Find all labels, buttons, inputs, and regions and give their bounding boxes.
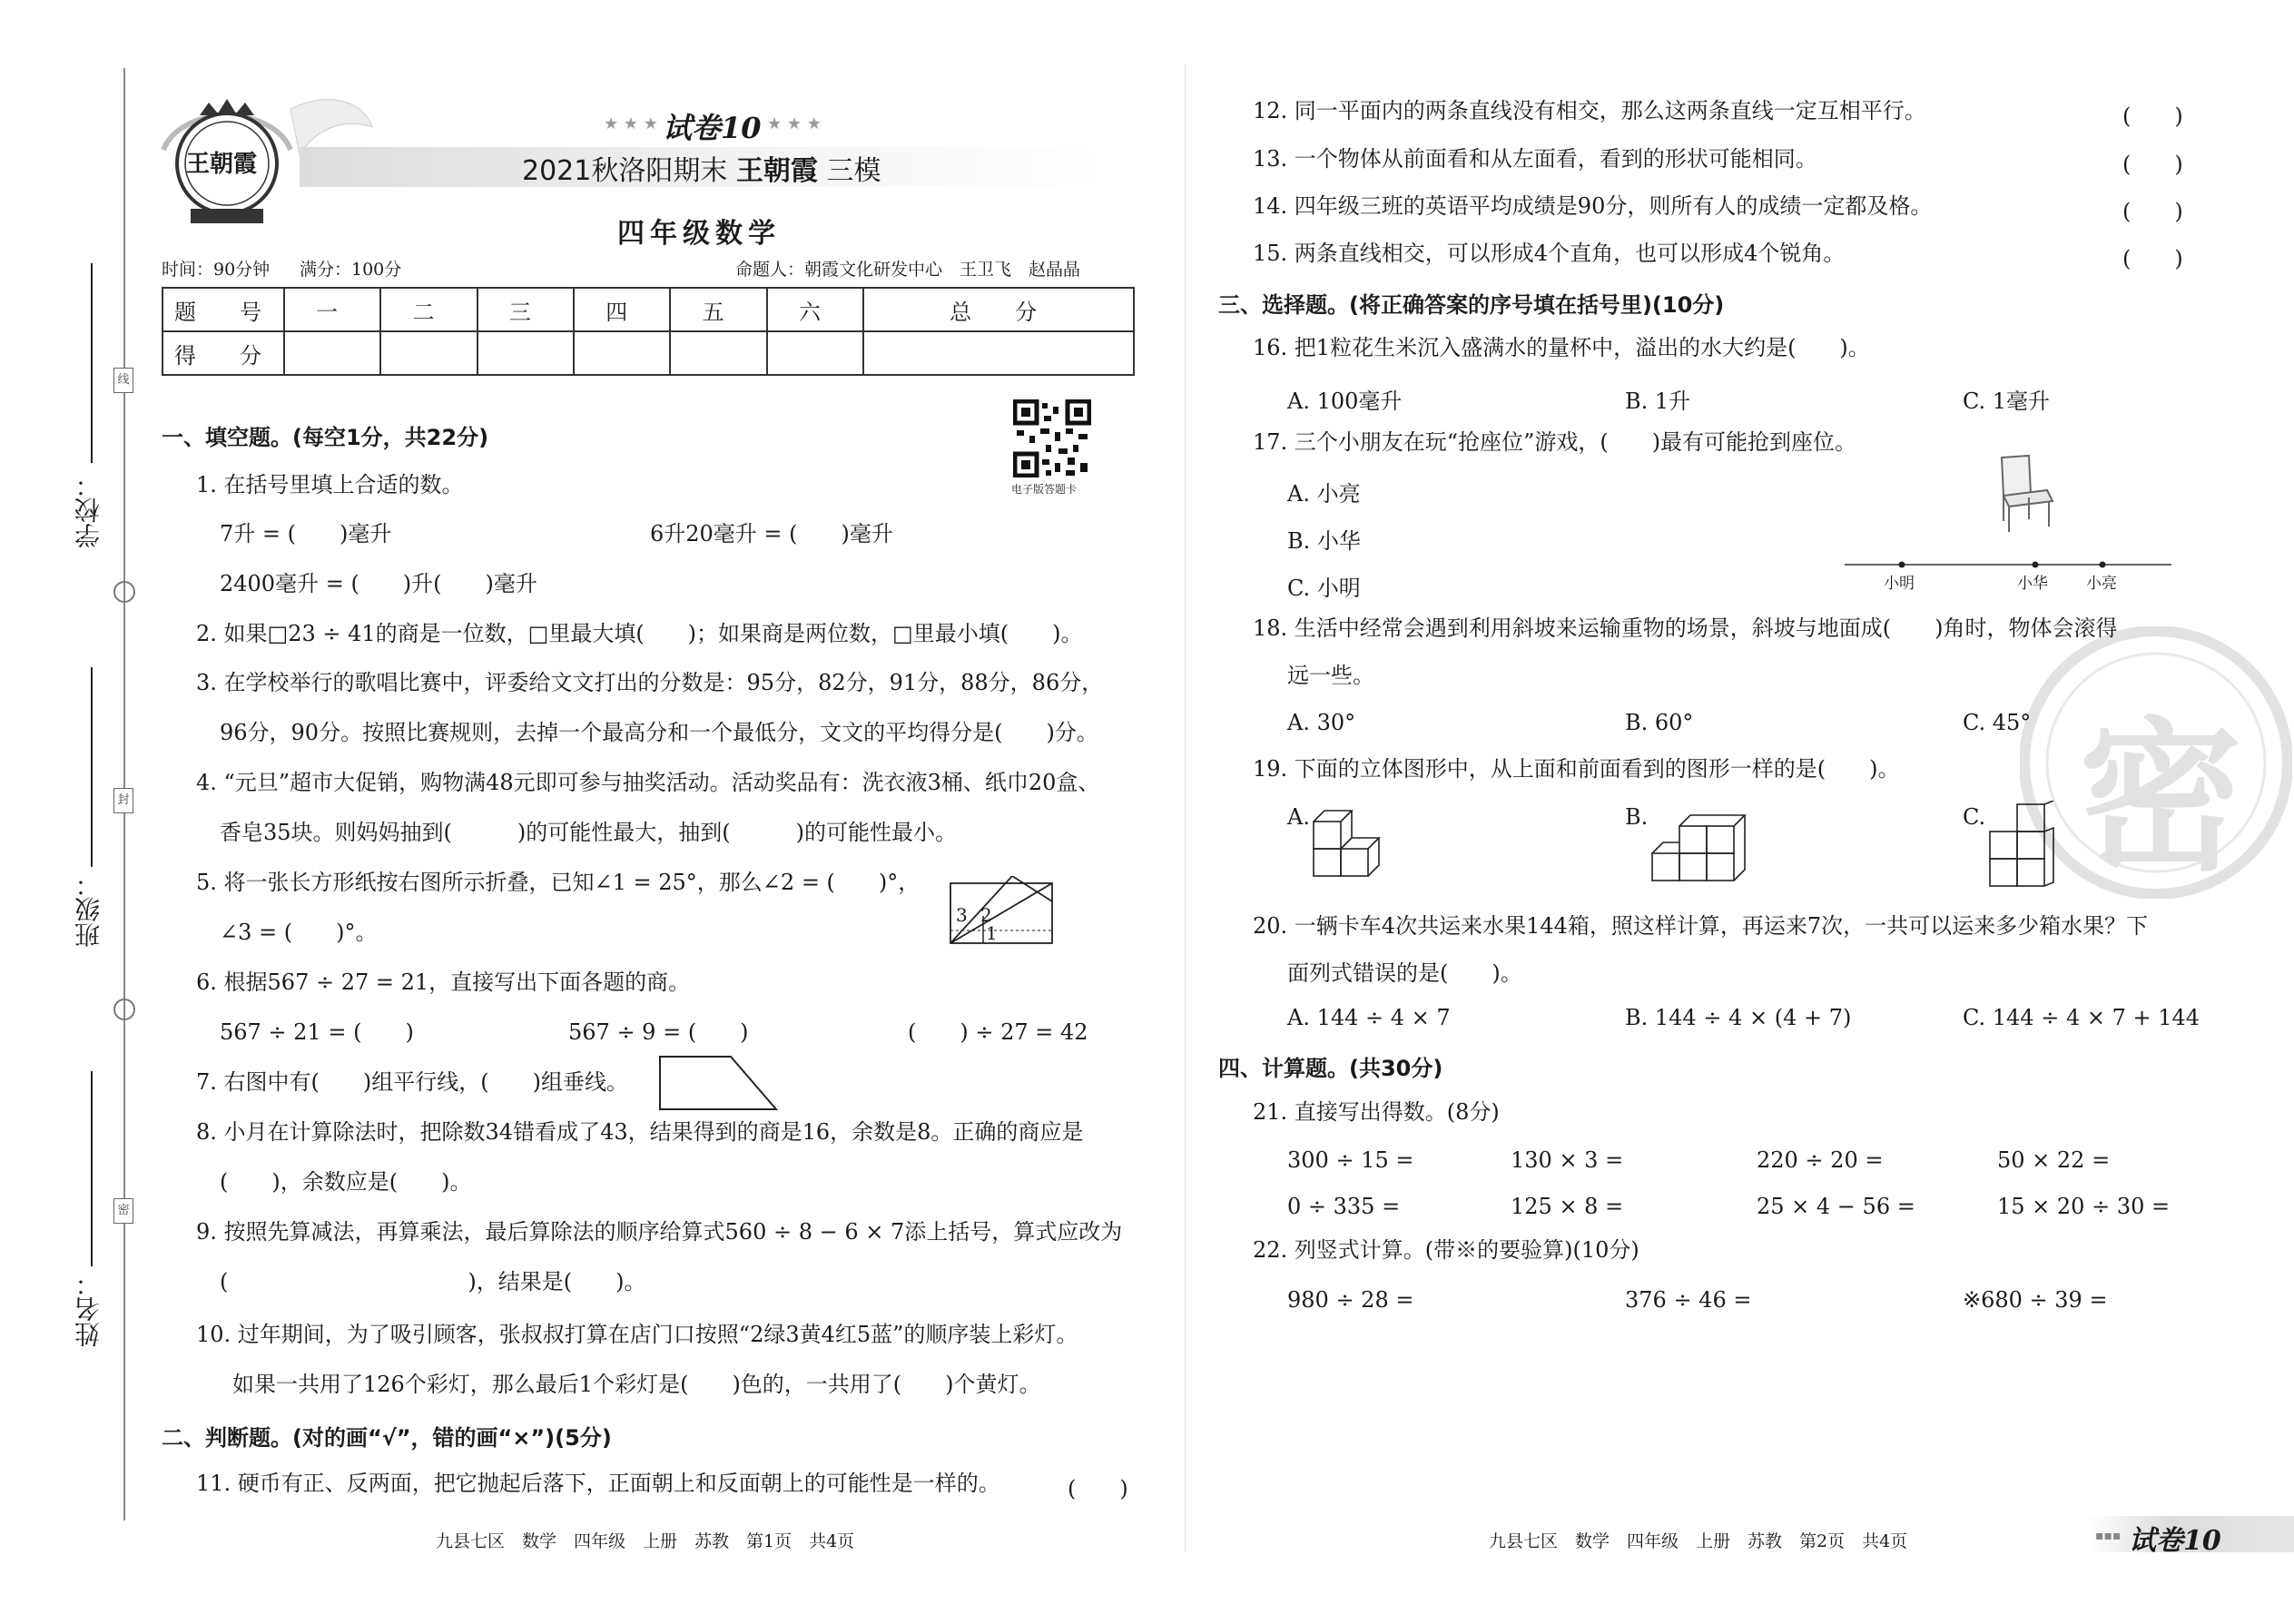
calc-item[interactable]: 300 ÷ 15 = xyxy=(1287,1147,1414,1173)
class-label: 班级： xyxy=(74,871,103,948)
question-1b: 6升20毫升 = ( )毫升 xyxy=(650,521,893,546)
option-18a[interactable]: A. 30° xyxy=(1287,710,1356,735)
question-15: 15. 两条直线相交，可以形成4个直角，也可以形成4个锐角。 xyxy=(1253,241,1846,266)
question-12: 12. 同一平面内的两条直线没有相交，那么这两条直线一定互相平行。 xyxy=(1253,98,1926,123)
label-xiaoliang: 小亮 xyxy=(2086,575,2117,593)
calc-item[interactable]: 130 × 3 = xyxy=(1511,1147,1624,1173)
question-20-line1: 20. 一辆卡车4次共运来水果144箱，照这样计算，再运来7次，一共可以运来多少箱水果？下 xyxy=(1253,913,2149,939)
fold-angle-1: 1 xyxy=(986,922,998,944)
cube-figure-c xyxy=(1988,801,2061,891)
calc-item[interactable]: 0 ÷ 335 = xyxy=(1287,1194,1401,1219)
footer-right: 九县七区 数学 四年级 上册 苏教 第2页 共4页 xyxy=(1489,1531,1908,1551)
school-label: 学校： xyxy=(74,472,103,548)
question-9-line1: 9. 按照先算减法，再算乘法，最后算除法的顺序给算式560 ÷ 8 − 6 × 7添上括号，算式应改为 xyxy=(196,1219,1123,1245)
question-16: 16. 把1粒花生米沉入盛满水的量杯中，溢出的水大约是( )。 xyxy=(1253,335,1870,360)
title-left: 2021秋洛阳期末 xyxy=(522,155,728,187)
option-17b[interactable]: B. 小华 xyxy=(1287,528,1361,554)
question-10-line2: 如果一共用了126个彩灯，那么最后1个彩灯是( )色的，一共用了( )个黄灯。 xyxy=(232,1372,1041,1397)
option-16b[interactable]: B. 1升 xyxy=(1625,389,1691,414)
seal-character: 密 xyxy=(2079,702,2243,893)
question-6b: 567 ÷ 9 = ( ) xyxy=(568,1019,749,1045)
fold-angle-2: 2 xyxy=(980,904,992,926)
question-20-line2: 面列式错误的是( )。 xyxy=(1287,960,1522,986)
name-field[interactable] xyxy=(91,1071,93,1266)
binding-hole xyxy=(113,999,135,1020)
question-5-line1: 5. 将一张长方形纸按右图所示折叠，已知∠1 = 25°，那么∠2 = ( )°， xyxy=(196,870,921,895)
question-8-line2: ( )，余数应是( )。 xyxy=(220,1169,472,1195)
exam-title xyxy=(522,148,881,188)
title-right: 三模 xyxy=(826,155,881,187)
score-input[interactable] xyxy=(767,331,863,375)
answer-paren-15[interactable]: ( ) xyxy=(2122,246,2183,271)
binding-tag-seal: 封 xyxy=(113,788,133,813)
question-4-line2: 香皂35块。则妈妈抽到( )的可能性最大，抽到( )的可能性最小。 xyxy=(220,820,957,845)
question-8-line1: 8. 小月在计算除法时，把除数34错看成了43，结果得到的商是16，余数是8。正确的商应是 xyxy=(196,1119,1084,1145)
option-17a[interactable]: A. 小亮 xyxy=(1287,481,1361,507)
option-20c[interactable]: C. 144 ÷ 4 × 7 + 144 xyxy=(1963,1005,2200,1030)
score-input[interactable] xyxy=(478,331,574,375)
binding-tag-secret: 密 xyxy=(113,1198,133,1224)
section-1-title: 一、填空题。(每空1分，共22分) xyxy=(162,425,489,450)
score-table-cell: 二 xyxy=(380,288,477,331)
question-13: 13. 一个物体从前面看和从左面看，看到的形状可能相同。 xyxy=(1253,146,1817,172)
subject-title: 四年级数学 xyxy=(617,218,781,250)
calc-item[interactable]: 25 × 4 − 56 = xyxy=(1757,1194,1915,1219)
score-table-header-row xyxy=(162,288,1134,331)
question-3-line2: 96分，90分。按照比赛规则，去掉一个最高分和一个最低分，文文的平均得分是( )分。 xyxy=(220,720,1098,745)
fold-angle-3: 3 xyxy=(956,904,968,926)
badge-stars-right: ★ ★ ★ xyxy=(767,114,822,133)
calc-item[interactable]: 15 × 20 ÷ 30 = xyxy=(1997,1194,2171,1219)
label-xiaohua: 小华 xyxy=(2017,575,2048,593)
score-table-cell: 总 分 xyxy=(863,288,1134,331)
trapezoid-figure xyxy=(658,1055,781,1113)
label-xiaoming: 小明 xyxy=(1884,575,1915,593)
option-20b[interactable]: B. 144 ÷ 4 × (4 + 7) xyxy=(1625,1005,1852,1030)
vertical-calc-item[interactable]: ※680 ÷ 39 = xyxy=(1963,1287,2108,1313)
score-input[interactable] xyxy=(670,331,766,375)
option-18c[interactable]: C. 45° xyxy=(1963,710,2032,735)
score-table-cell: 五 xyxy=(670,288,766,331)
section-4-title: 四、计算题。(共30分) xyxy=(1218,1056,1443,1081)
question-21: 21. 直接写出得数。(8分) xyxy=(1253,1099,1500,1125)
page-divider xyxy=(1185,64,1186,1552)
answer-paren-13[interactable]: ( ) xyxy=(2122,152,2183,177)
question-11: 11. 硬币有正、反两面，把它抛起后落下，正面朝上和反面朝上的可能性是一样的。 xyxy=(196,1471,1000,1496)
question-1c: 2400毫升 = ( )升( )毫升 xyxy=(220,571,537,596)
score-input[interactable] xyxy=(380,331,477,375)
class-field[interactable] xyxy=(91,667,93,867)
section-2-title: 二、判断题。(对的画“√”，错的画“×”)(5分) xyxy=(162,1425,612,1451)
answer-paren-12[interactable]: ( ) xyxy=(2122,103,2183,129)
option-19a[interactable]: A. xyxy=(1287,804,1310,830)
option-18b[interactable]: B. 60° xyxy=(1625,710,1694,735)
question-4-line1: 4. “元旦”超市大促销，购物满48元即可参与抽奖活动。活动奖品有：洗衣液3桶、纸巾20盒、 xyxy=(196,770,1100,795)
footer-badge: 试卷10 xyxy=(2129,1525,2221,1557)
vertical-calc-item[interactable]: 980 ÷ 28 = xyxy=(1287,1287,1414,1313)
question-6: 6. 根据567 ÷ 27 = 21，直接写出下面各题的商。 xyxy=(196,969,691,995)
question-22: 22. 列竖式计算。(带※的要验算)(10分) xyxy=(1253,1237,1639,1263)
score-table-score-row xyxy=(162,331,1134,375)
question-14: 14. 四年级三班的英语平均成绩是90分，则所有人的成绩一定都及格。 xyxy=(1253,193,1933,219)
cube-figure-b xyxy=(1650,803,1750,885)
option-19b[interactable]: B. xyxy=(1625,804,1649,830)
option-16c[interactable]: C. 1毫升 xyxy=(1963,389,2051,414)
vertical-calc-item[interactable]: 376 ÷ 46 = xyxy=(1625,1287,1752,1313)
score-input[interactable] xyxy=(863,331,1134,375)
logo-text: 王朝霞 xyxy=(186,151,258,178)
answer-paren-11[interactable]: ( ) xyxy=(1068,1476,1128,1501)
question-18-line2: 远一些。 xyxy=(1287,663,1374,688)
question-10-line1: 10. 过年期间，为了吸引顾客，张叔叔打算在店门口按照“2绿3黄4红5蓝”的顺序装上彩灯。 xyxy=(196,1322,1078,1347)
option-19c[interactable]: C. xyxy=(1963,804,1986,830)
badge-stars-left: ★ ★ ★ xyxy=(604,114,658,133)
option-17c[interactable]: C. 小明 xyxy=(1287,576,1361,601)
binding-hole xyxy=(113,581,135,603)
name-label: 姓名： xyxy=(74,1271,103,1347)
calc-item[interactable]: 125 × 8 = xyxy=(1511,1194,1624,1219)
title-brand: 王朝霞 xyxy=(735,155,818,187)
score-table-cell: 六 xyxy=(767,288,863,331)
binding-tag-line: 线 xyxy=(113,368,133,393)
score-table-cell: 得 分 xyxy=(162,331,284,375)
question-3-line1: 3. 在学校举行的歌唱比赛中，评委给文文打出的分数是：95分，82分，91分，88分，86分， xyxy=(196,670,1104,695)
answer-paren-14[interactable]: ( ) xyxy=(2122,199,2183,224)
score-table-cell: 题 号 xyxy=(162,288,284,331)
question-2: 2. 如果□23 ÷ 41的商是一位数，□里最大填( )；如果商是两位数，□里最小填( )。 xyxy=(196,621,1083,646)
calc-item[interactable]: 50 × 22 = xyxy=(1997,1147,2111,1173)
exam-time: 时间：90分钟 xyxy=(162,260,271,280)
question-5-line2: ∠3 = ( )°。 xyxy=(220,920,378,945)
question-9-line2: ( )，结果是( )。 xyxy=(220,1269,646,1294)
score-table-cell: 一 xyxy=(284,288,380,331)
cube-figure-a xyxy=(1312,803,1393,881)
question-18-line1: 18. 生活中经常会遇到利用斜坡来运输重物的场景，斜坡与地面成( )角时，物体会滚得 xyxy=(1253,615,2118,641)
option-16a[interactable]: A. 100毫升 xyxy=(1287,389,1403,414)
qr-caption: 电子版答题卡 xyxy=(1011,483,1078,496)
exam-badge: 试卷10 xyxy=(663,111,762,145)
question-1a: 7升 = ( )毫升 xyxy=(220,521,392,546)
score-input[interactable] xyxy=(574,331,670,375)
question-7: 7. 右图中有( )组平行线，( )组垂线。 xyxy=(196,1069,628,1095)
school-field[interactable] xyxy=(91,263,93,463)
option-20a[interactable]: A. 144 ÷ 4 × 7 xyxy=(1287,1005,1451,1030)
section-3-title: 三、选择题。(将正确答案的序号填在括号里)(10分) xyxy=(1218,292,1725,318)
exam-authors: 命题人：朝霞文化研发中心 王卫飞 赵晶晶 xyxy=(735,260,1081,280)
question-19: 19. 下面的立体图形中，从上面和前面看到的图形一样的是( )。 xyxy=(1253,756,1900,782)
score-table-cell: 三 xyxy=(478,288,574,331)
calc-item[interactable]: 220 ÷ 20 = xyxy=(1757,1147,1884,1173)
question-1: 1. 在括号里填上合适的数。 xyxy=(196,472,464,497)
question-6a: 567 ÷ 21 = ( ) xyxy=(220,1019,414,1045)
chair-figure xyxy=(1993,454,2058,536)
score-table xyxy=(162,287,1135,376)
qr-code[interactable] xyxy=(1013,399,1091,477)
footer-left: 九县七区 数学 四年级 上册 苏教 第1页 共4页 xyxy=(436,1531,855,1551)
score-input[interactable] xyxy=(284,331,380,375)
score-table-cell: 四 xyxy=(574,288,670,331)
question-6c: ( ) ÷ 27 = 42 xyxy=(908,1019,1088,1045)
question-17: 17. 三个小朋友在玩“抢座位”游戏，( )最有可能抢到座位。 xyxy=(1253,429,1857,455)
exam-full-score: 满分：100分 xyxy=(300,260,402,280)
footer-badge-dots: ▪▪▪ xyxy=(2095,1529,2122,1543)
